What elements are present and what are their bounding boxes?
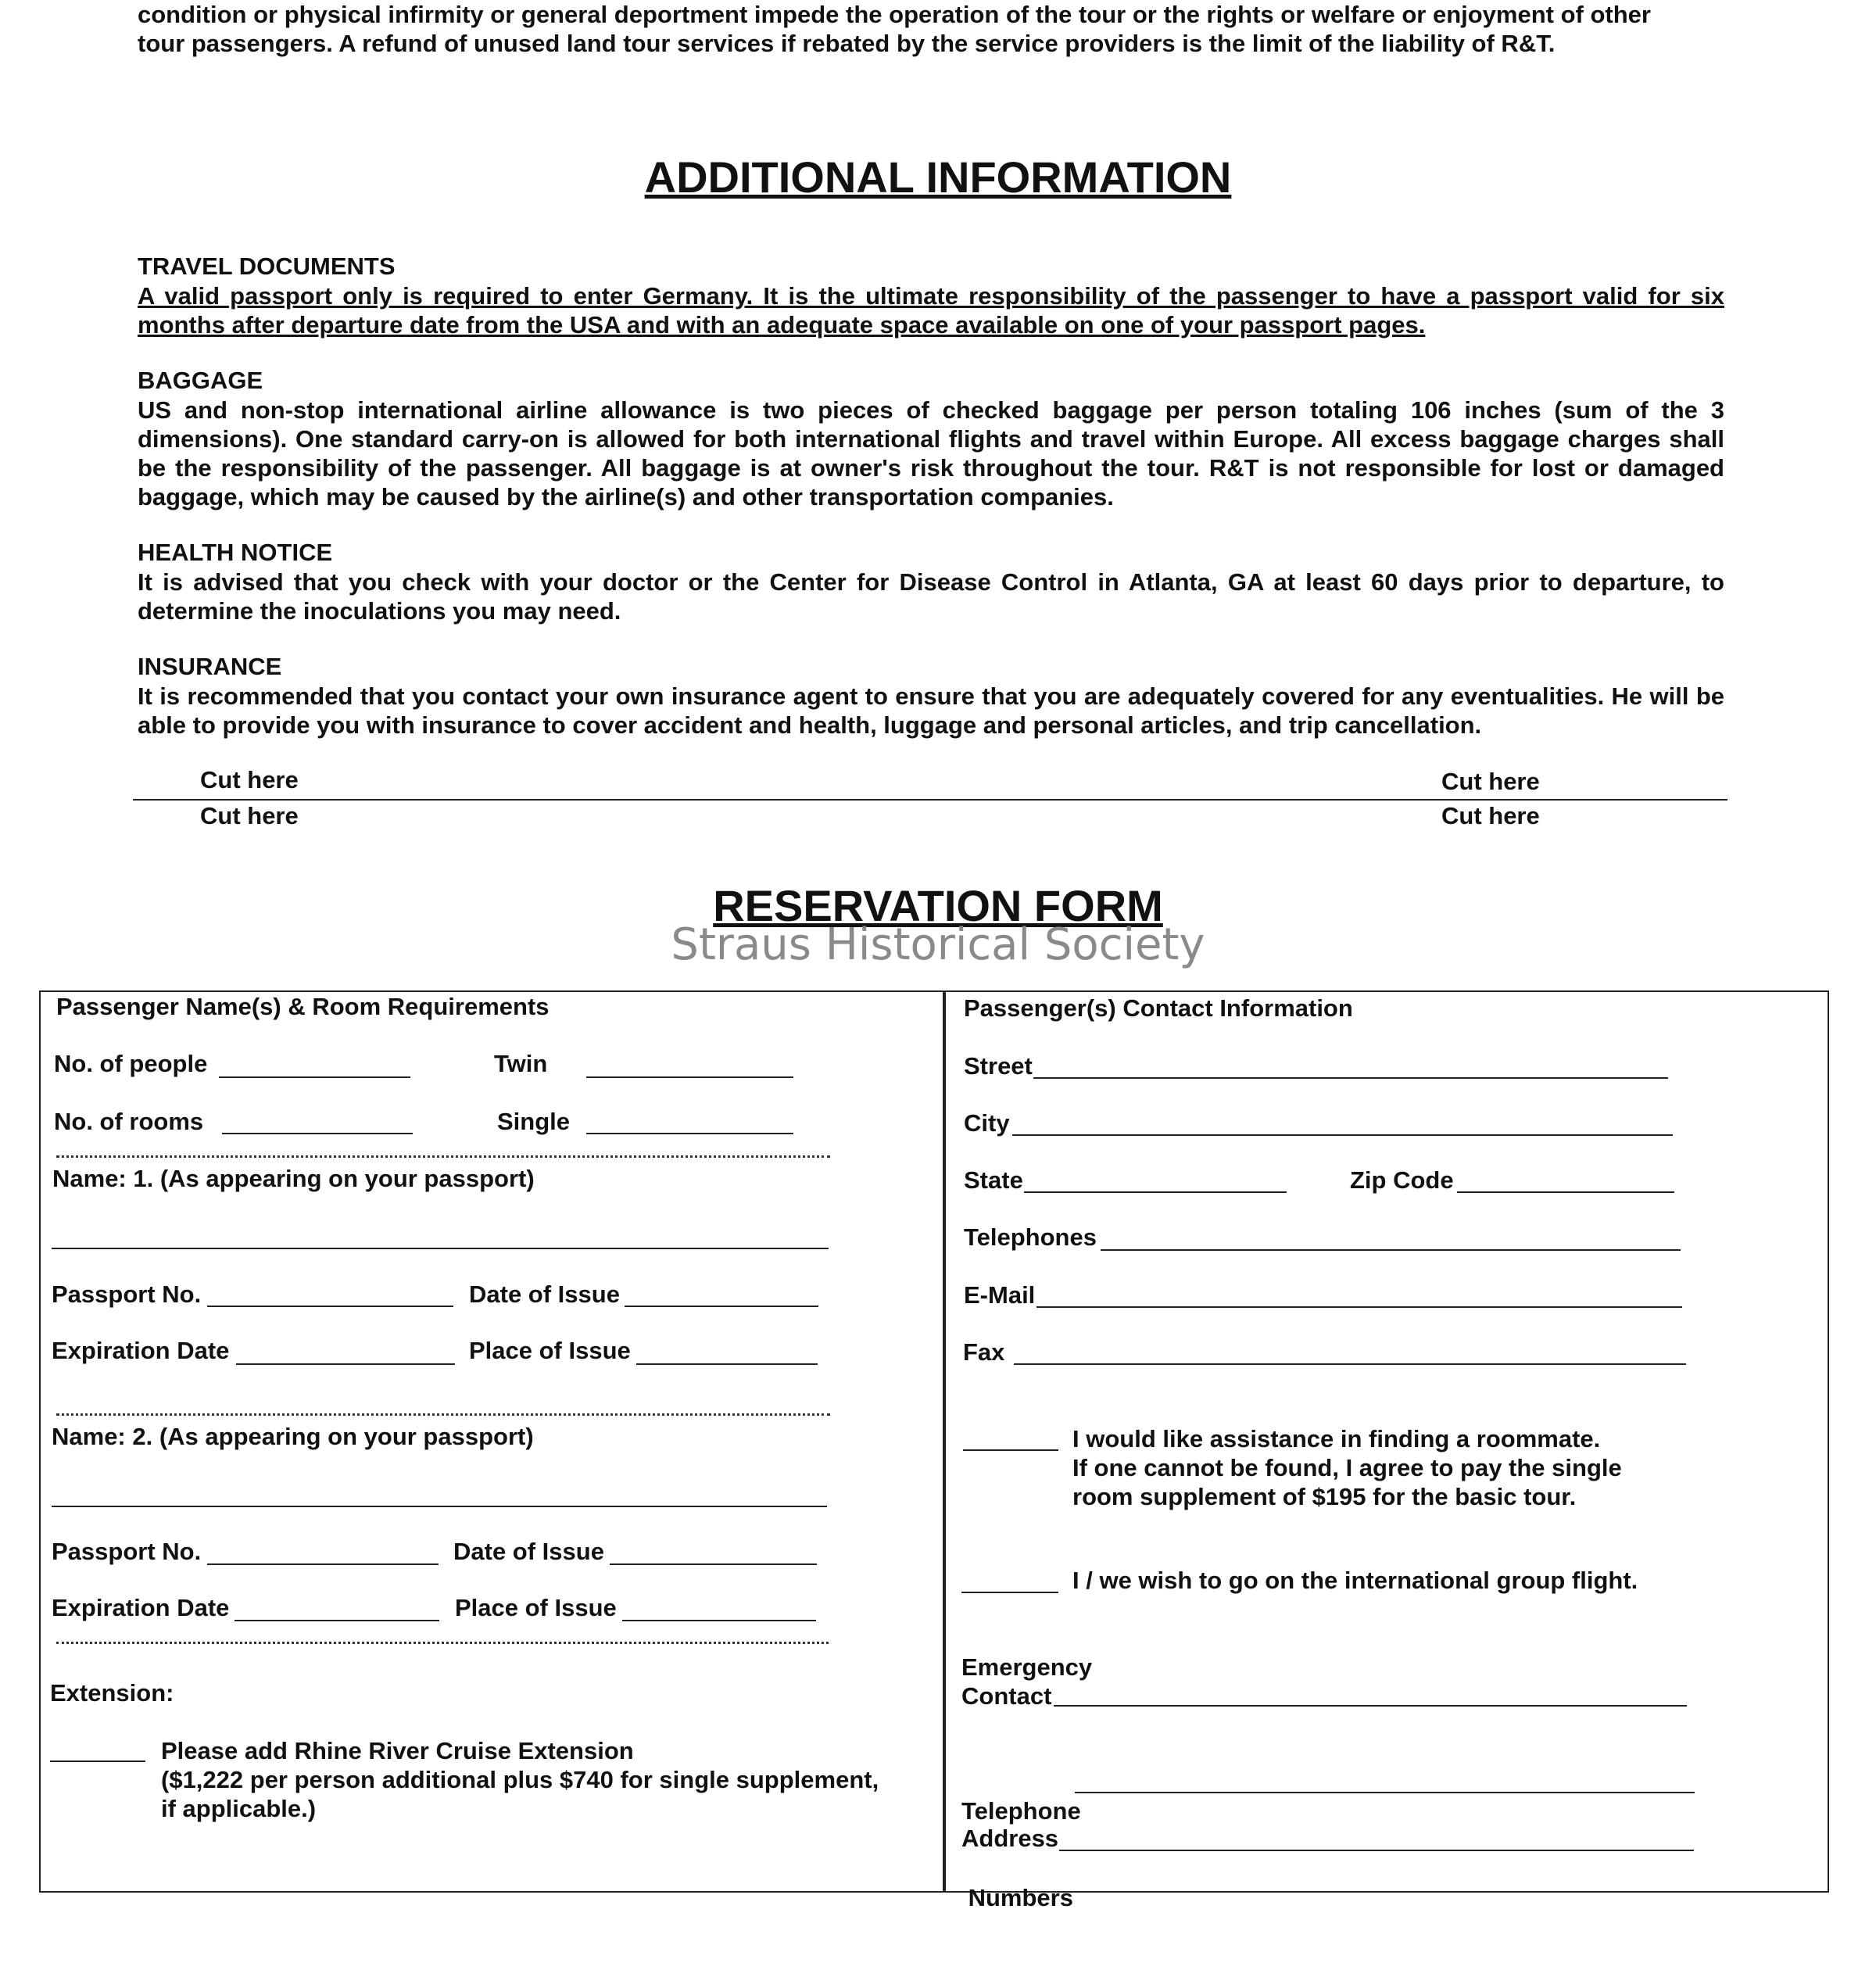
- expiration1-field[interactable]: [236, 1363, 455, 1365]
- expiration1-label: Expiration Date: [52, 1337, 230, 1364]
- roommate-text: [1072, 1424, 1622, 1511]
- no-people-field[interactable]: [219, 1076, 410, 1078]
- telephones-label: Telephones: [964, 1223, 1097, 1251]
- date-of-issue1-label: Date of Issue: [469, 1280, 620, 1308]
- address-label: Address: [961, 1825, 1059, 1852]
- insurance-title: INSURANCE: [138, 653, 282, 680]
- no-people-label: No. of people: [54, 1050, 208, 1077]
- telephone-numbers-label: [961, 1739, 1081, 1970]
- cut-here-label: Cut here: [200, 766, 299, 793]
- cut-here-label: Cut here: [1441, 768, 1540, 795]
- zip-field[interactable]: [1457, 1191, 1674, 1193]
- roommate-line-2: If one cannot be found, I agree to pay the single: [1072, 1454, 1622, 1481]
- date-of-issue2-field[interactable]: [610, 1563, 817, 1565]
- fax-label: Fax: [963, 1338, 1005, 1366]
- single-field[interactable]: [586, 1133, 793, 1134]
- group-flight-checkline[interactable]: [961, 1592, 1058, 1593]
- email-field[interactable]: [1036, 1306, 1682, 1308]
- street-field[interactable]: [1033, 1077, 1668, 1079]
- rhine-line-3: if applicable.): [161, 1795, 317, 1822]
- date-of-issue1-field[interactable]: [625, 1306, 818, 1307]
- state-label: State: [964, 1166, 1023, 1194]
- place-of-issue1-label: Place of Issue: [469, 1337, 631, 1364]
- twin-label: Twin: [494, 1050, 548, 1077]
- city-label: City: [964, 1109, 1010, 1137]
- name2-field[interactable]: [52, 1506, 827, 1507]
- group-flight-text: I / we wish to go on the international group flight.: [1072, 1567, 1638, 1594]
- place-of-issue2-field[interactable]: [622, 1620, 816, 1621]
- rhine-line-1: Please add Rhine River Cruise Extension: [161, 1737, 634, 1764]
- telephone-numbers-field[interactable]: [1075, 1792, 1695, 1793]
- telephones-field[interactable]: [1101, 1249, 1681, 1251]
- place-of-issue1-field[interactable]: [636, 1363, 818, 1365]
- city-field[interactable]: [1012, 1134, 1673, 1136]
- travel-documents-title: TRAVEL DOCUMENTS: [138, 253, 396, 280]
- emergency-contact-field[interactable]: [1054, 1705, 1687, 1707]
- watermark: Straus Historical Society: [671, 919, 1205, 970]
- extension-label: Extension:: [50, 1679, 174, 1707]
- intro-line-1: condition or physical infirmity or general deportment impede the operation of the tour or the rights or welfare or enjoyment of other: [138, 1, 1651, 28]
- name2-label: Name: 2. (As appearing on your passport): [52, 1423, 534, 1450]
- baggage-body: US and non-stop international airline allowance is two pieces of checked baggage per person totaling 106 inches (sum of the 3 dimensions). One standard carry-on is allowed for both international flights and travel within Europe. All excess baggage charges shall be the responsibility of the passenger. All baggage is at owner's risk throughout the tour. R&T is not responsible for lost or damaged baggage, which may be caused by the airline(s) and other transportation companies.: [138, 396, 1724, 510]
- cut-line: [133, 799, 1727, 801]
- health-notice-title: HEALTH NOTICE: [138, 539, 333, 566]
- additional-info-heading: ADDITIONAL INFORMATION: [644, 152, 1232, 202]
- travel-documents-body: A valid passport only is required to enter Germany. It is the ultimate responsibility of the passenger to have a passport valid for six months after departure date from the USA and with an adequate space available on one of your passport pages.: [138, 282, 1724, 338]
- passport1-label: Passport No.: [52, 1280, 202, 1308]
- telephone-label-line-2: Numbers: [961, 1884, 1073, 1911]
- intro-line-2: tour passengers. A refund of unused land tour services if rebated by the service providers is the limit of the liability of R&T.: [138, 30, 1556, 57]
- dotted-divider: [56, 1155, 830, 1158]
- insurance-body: It is recommended that you contact your own insurance agent to ensure that you are adequately covered for any eventualities. He will be able to provide you with insurance to cover accident and health, luggage and personal articles, and trip cancellation.: [138, 682, 1724, 739]
- zip-label: Zip Code: [1350, 1166, 1454, 1194]
- rhine-extension-text: [161, 1736, 879, 1823]
- street-label: Street: [964, 1052, 1033, 1080]
- passport1-field[interactable]: [207, 1306, 453, 1307]
- roommate-line-3: room supplement of $195 for the basic tour.: [1072, 1483, 1577, 1510]
- contact-info-title: Passenger(s) Contact Information: [964, 994, 1353, 1022]
- emergency-label-line-2: Contact: [961, 1682, 1052, 1710]
- passport2-field[interactable]: [207, 1563, 439, 1565]
- single-label: Single: [497, 1108, 571, 1135]
- place-of-issue2-label: Place of Issue: [455, 1594, 617, 1621]
- cut-here-label: Cut here: [1441, 802, 1540, 829]
- roommate-line-1: I would like assistance in finding a roommate.: [1072, 1425, 1601, 1452]
- fax-field[interactable]: [1014, 1363, 1686, 1365]
- no-rooms-field[interactable]: [222, 1133, 413, 1134]
- roommate-checkline[interactable]: [963, 1449, 1058, 1451]
- dotted-divider: [56, 1642, 829, 1644]
- emergency-contact-label: [961, 1653, 1092, 1710]
- address-field[interactable]: [1059, 1850, 1694, 1851]
- dotted-divider: [56, 1413, 830, 1416]
- expiration2-label: Expiration Date: [52, 1594, 230, 1621]
- email-label: E-Mail: [964, 1281, 1036, 1309]
- emergency-label-line-1: Emergency: [961, 1653, 1093, 1681]
- date-of-issue2-label: Date of Issue: [453, 1538, 604, 1565]
- twin-field[interactable]: [586, 1076, 793, 1078]
- passport2-label: Passport No.: [52, 1538, 202, 1565]
- health-notice-body: It is advised that you check with your doctor or the Center for Disease Control in Atlanta, GA at least 60 days prior to departure, to determine the inoculations you may need.: [138, 568, 1724, 625]
- state-field[interactable]: [1024, 1191, 1287, 1193]
- expiration2-field[interactable]: [234, 1620, 439, 1621]
- rhine-extension-checkline[interactable]: [50, 1760, 145, 1762]
- passenger-requirements-title: Passenger Name(s) & Room Requirements: [56, 993, 550, 1020]
- baggage-title: BAGGAGE: [138, 367, 263, 394]
- reservation-form-heading: RESERVATION FORM: [713, 881, 1163, 930]
- name1-label: Name: 1. (As appearing on your passport): [52, 1165, 535, 1192]
- telephone-label-line-1: Telephone: [961, 1797, 1081, 1825]
- no-rooms-label: No. of rooms: [54, 1108, 204, 1135]
- name1-field[interactable]: [52, 1248, 829, 1249]
- cut-here-label: Cut here: [200, 802, 299, 829]
- rhine-line-2: ($1,222 per person additional plus $740 for single supplement,: [161, 1766, 879, 1793]
